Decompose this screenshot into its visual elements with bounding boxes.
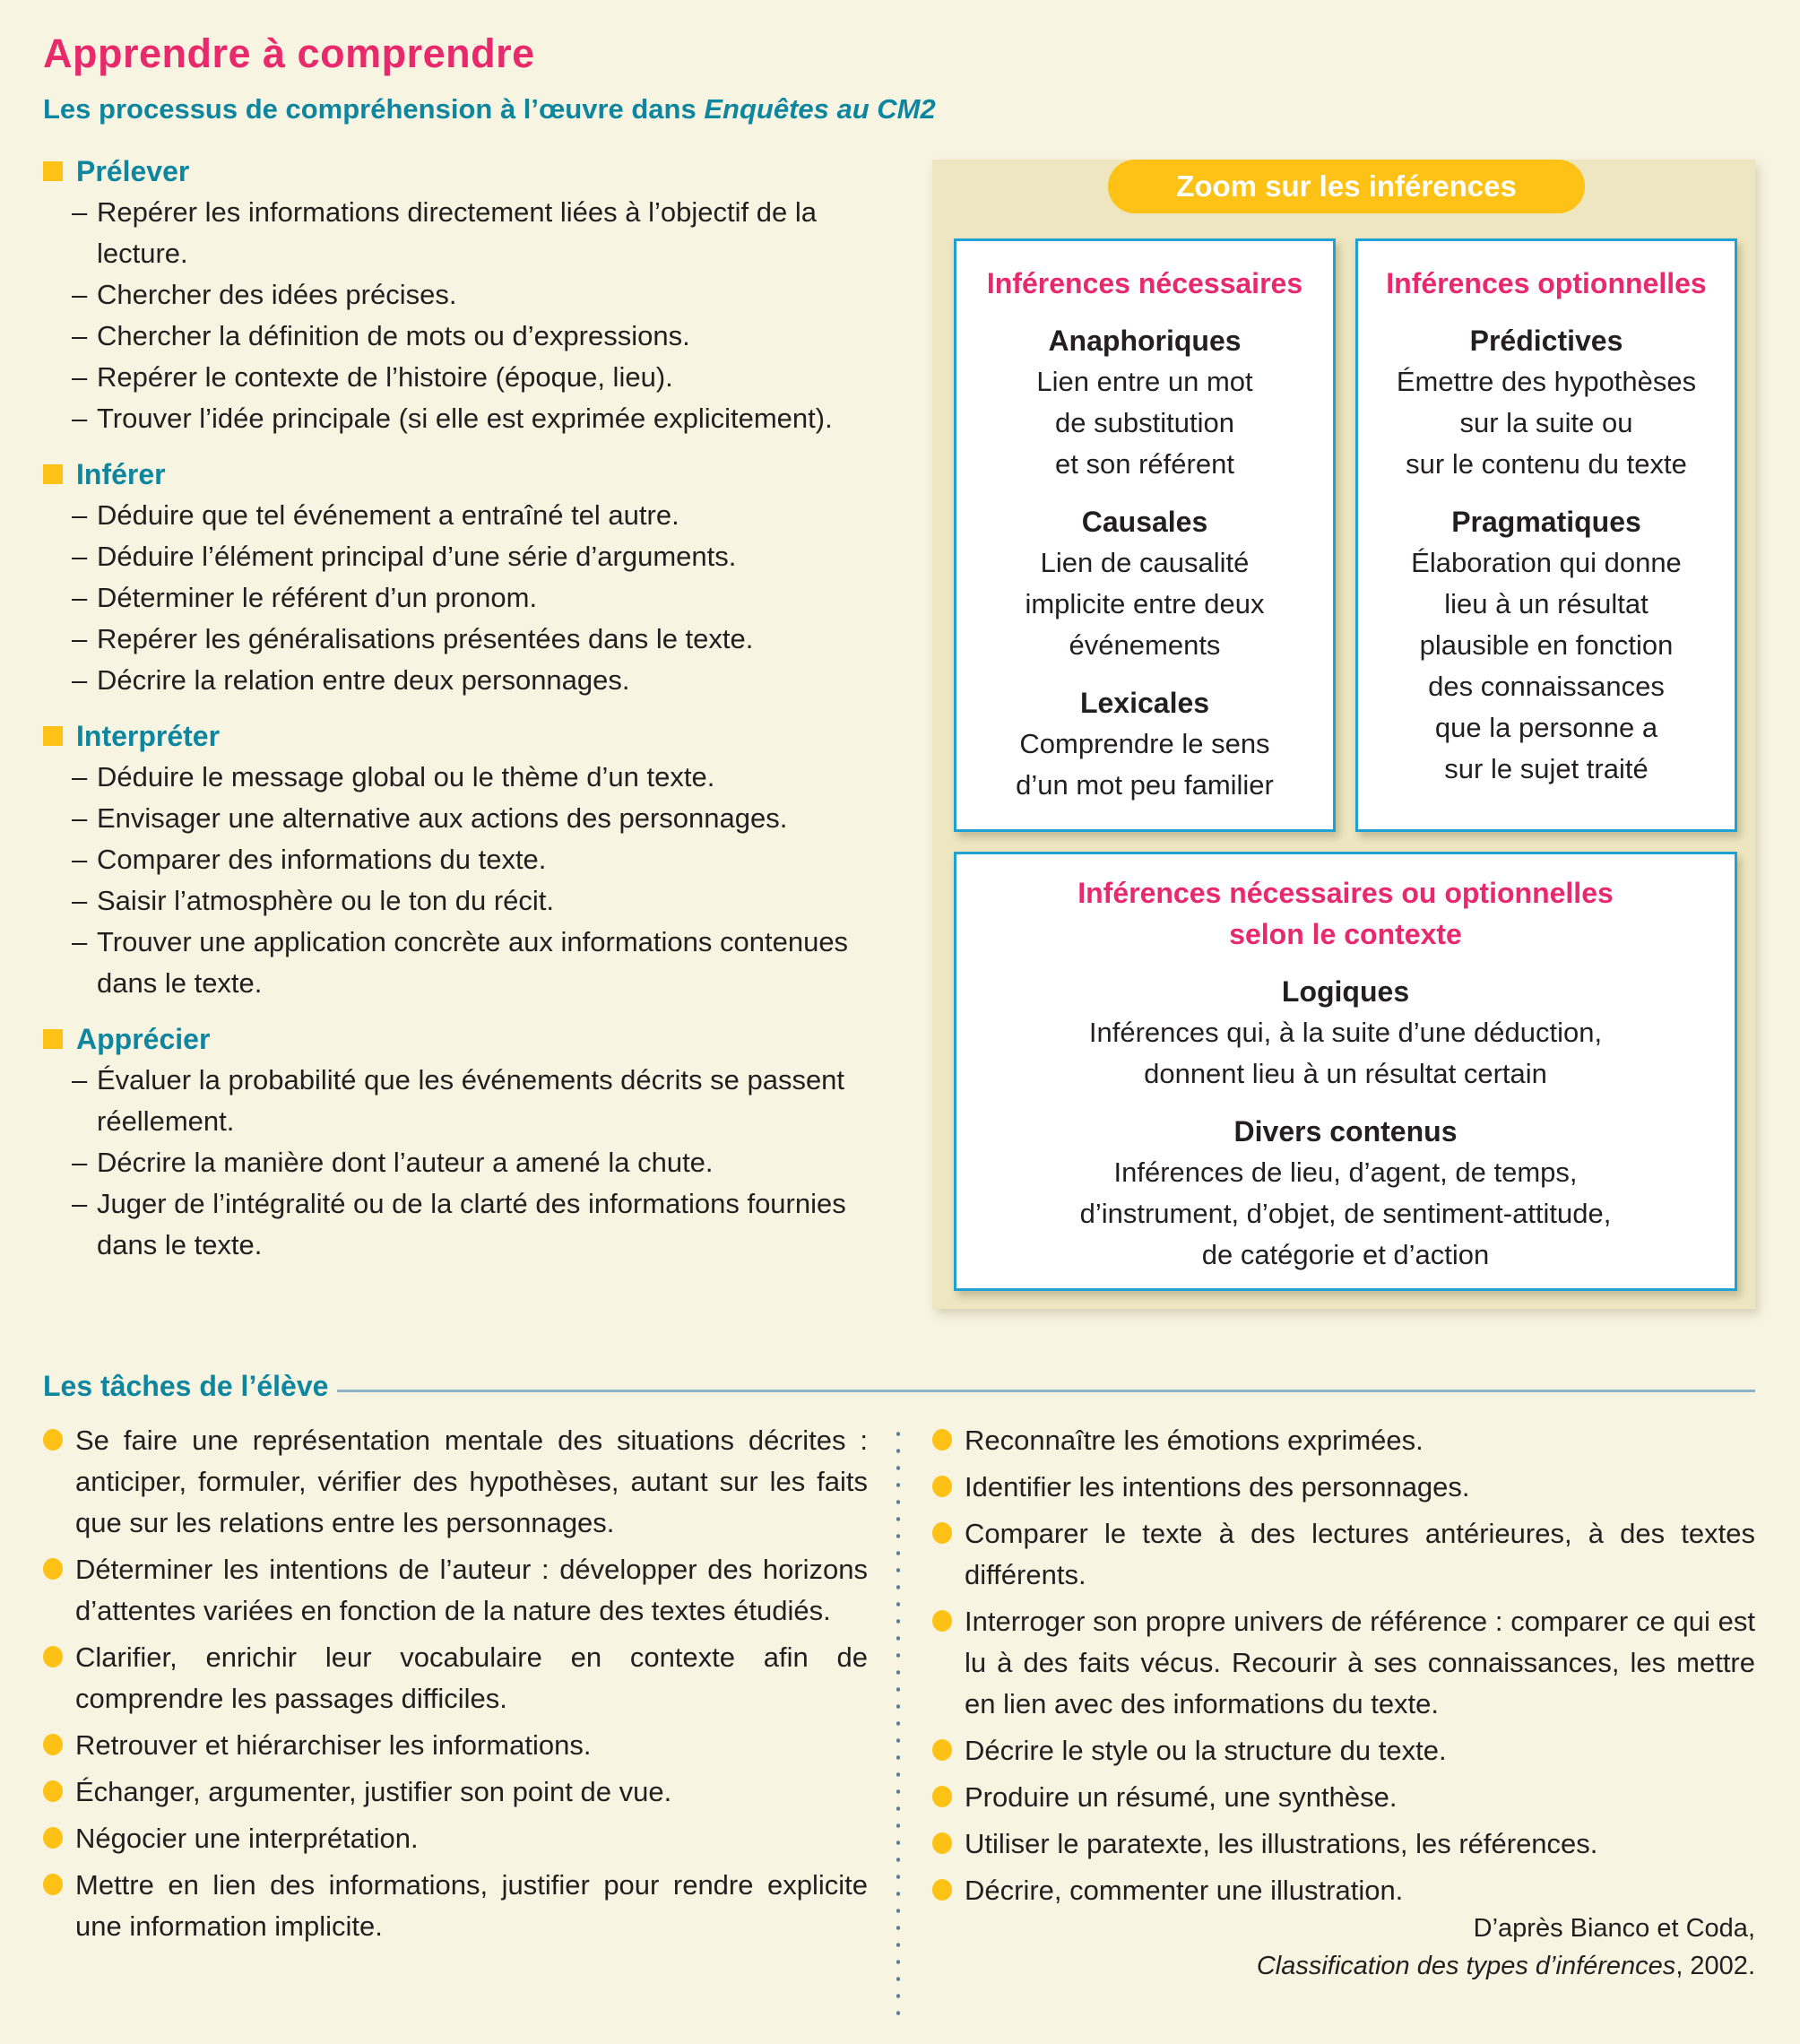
inference-category: [1358, 501, 1735, 790]
dash-icon: –: [72, 196, 88, 228]
task-text: Décrire, commenter une illustration.: [965, 1875, 1404, 1906]
process-item: [72, 398, 877, 439]
category-description: Élaboration qui donne lieu à un résultat plausible en fonction des connaissances que la personne a sur le sujet traité: [1411, 547, 1682, 784]
inference-category: [956, 1111, 1735, 1276]
task-text: Identifier les intentions des personnages.: [965, 1471, 1470, 1503]
process-item: [72, 880, 877, 922]
category-description: Lien de causalité implicite entre deux événements: [1025, 547, 1265, 661]
process-item-text: Envisager une alternative aux actions des personnages.: [97, 802, 788, 834]
process-item: [72, 536, 877, 577]
process-item: [72, 1183, 877, 1266]
task-text: Retrouver et hiérarchiser les informations.: [75, 1729, 592, 1761]
category-description: Lien entre un mot de substitution et son référent: [1036, 366, 1253, 480]
process-item: [72, 1060, 877, 1142]
process-header: [43, 1018, 877, 1060]
tasks-list-right: [932, 1420, 1755, 1917]
category-name: Causales: [1081, 506, 1208, 538]
subtitle-prefix: Les processus de compréhension à l’œuvre dans: [43, 93, 705, 125]
task-item: [43, 1818, 868, 1859]
task-text: Déterminer les intentions de l’auteur : développer des horizons d’attentes variées en fonction de la nature des textes étudiés.: [75, 1554, 868, 1626]
tasks-header: [43, 1370, 1755, 1403]
dash-icon: –: [72, 499, 88, 531]
inference-category: [1358, 320, 1735, 485]
process-section: [43, 1018, 877, 1266]
process-item: [72, 316, 877, 357]
source-work: Classification des types d’inférences: [1256, 1952, 1676, 1980]
category-name: Prédictives: [1469, 325, 1623, 357]
round-bullet-icon: [43, 1558, 63, 1580]
task-item: [43, 1420, 868, 1544]
process-item-text: Déterminer le référent d’un pronom.: [97, 582, 538, 613]
process-header: [43, 715, 877, 757]
process-title: Inférer: [76, 457, 166, 490]
inference-category: [956, 320, 1333, 485]
process-item: [72, 619, 877, 660]
square-bullet-icon: [43, 1029, 63, 1049]
dash-icon: –: [72, 541, 88, 572]
card-inferences-optionnelles: [1355, 238, 1737, 832]
process-item-text: Chercher des idées précises.: [97, 279, 457, 310]
dash-icon: –: [72, 279, 88, 310]
round-bullet-icon: [932, 1879, 952, 1901]
dash-icon: –: [72, 844, 88, 875]
process-item-text: Comparer des informations du texte.: [97, 844, 547, 875]
source-author: D’après Bianco et Coda,: [1473, 1914, 1755, 1943]
process-list: [43, 151, 877, 1280]
task-text: Échanger, argumenter, justifier son point de vue.: [75, 1776, 672, 1807]
process-header: [43, 454, 877, 495]
process-item-text: Saisir l’atmosphère ou le ton du récit.: [97, 885, 555, 916]
task-text: Décrire le style ou la structure du texte.: [965, 1735, 1447, 1766]
card-title: Inférences optionnelles: [1386, 267, 1707, 299]
source-citation: [1257, 1910, 1755, 1985]
round-bullet-icon: [43, 1780, 63, 1802]
process-item: [72, 577, 877, 619]
process-item: [72, 274, 877, 316]
process-item-text: Repérer les généralisations présentées dans le texte.: [97, 623, 754, 654]
dash-icon: –: [72, 623, 88, 654]
tasks-rule: [337, 1390, 1755, 1392]
task-item: [932, 1513, 1755, 1596]
process-items: [43, 192, 877, 439]
task-item: [932, 1823, 1755, 1865]
round-bullet-icon: [43, 1734, 63, 1755]
page-title: Apprendre à comprendre: [43, 30, 535, 76]
dash-icon: –: [72, 403, 88, 434]
task-item: [932, 1601, 1755, 1725]
process-title: Prélever: [76, 154, 190, 187]
process-item-text: Décrire la relation entre deux personnages.: [97, 664, 630, 696]
process-item-text: Repérer le contexte de l’histoire (époque, lieu).: [97, 361, 673, 393]
category-name: Divers contenus: [1233, 1115, 1458, 1148]
process-section: [43, 454, 877, 701]
dash-icon: –: [72, 802, 88, 834]
process-item-text: Déduire l’élément principal d’une série d’arguments.: [97, 541, 737, 572]
category-name: Lexicales: [1079, 687, 1210, 719]
dash-icon: –: [72, 926, 88, 957]
task-text: Comparer le texte à des lectures antérieures, à des textes différents.: [965, 1518, 1755, 1590]
round-bullet-icon: [932, 1739, 952, 1761]
process-item-text: Déduire le message global ou le thème d’un texte.: [97, 761, 715, 792]
task-text: Interroger son propre univers de référence : comparer ce qui est lu à des faits vécus. Recourir à ses connaissances, les mettre en lien avec des informations du texte.: [965, 1606, 1755, 1719]
category-name: Anaphoriques: [1048, 325, 1242, 357]
dash-icon: –: [72, 1064, 88, 1096]
process-header: [43, 151, 877, 192]
task-text: Utiliser le paratexte, les illustrations, les références.: [965, 1828, 1598, 1859]
dash-icon: –: [72, 761, 88, 792]
task-item: [43, 1725, 868, 1766]
process-item: [72, 922, 877, 1004]
process-item: [72, 192, 877, 274]
tasks-title: Les tâches de l’élève: [43, 1370, 329, 1402]
round-bullet-icon: [932, 1476, 952, 1497]
category-description: Inférences qui, à la suite d’une déduction, donnent lieu à un résultat certain: [1088, 1017, 1603, 1089]
inference-category: [956, 971, 1735, 1095]
card-title: Inférences nécessaires ou optionnelles selon le contexte: [1077, 877, 1614, 950]
process-items: [43, 757, 877, 1004]
task-item: [932, 1420, 1755, 1461]
process-item: [72, 798, 877, 839]
task-item: [932, 1467, 1755, 1508]
process-item-text: Chercher la définition de mots ou d’expressions.: [97, 320, 690, 351]
round-bullet-icon: [932, 1429, 952, 1451]
process-item: [72, 357, 877, 398]
zoom-label: Zoom sur les inférences: [1108, 160, 1585, 213]
dash-icon: –: [72, 664, 88, 696]
process-title: Interpréter: [76, 719, 221, 752]
round-bullet-icon: [932, 1522, 952, 1544]
tasks-list-left: [43, 1420, 868, 1953]
process-item-text: Déduire que tel événement a entraîné tel autre.: [97, 499, 679, 531]
task-text: Mettre en lien des informations, justifier pour rendre explicite une information implicite.: [75, 1869, 868, 1942]
process-title: Apprécier: [76, 1022, 211, 1055]
process-item-text: Juger de l’intégralité ou de la clarté des informations fournies dans le texte.: [97, 1188, 846, 1260]
process-item-text: Repérer les informations directement liées à l’objectif de la lecture.: [97, 196, 817, 269]
card-title: Inférences nécessaires: [986, 267, 1303, 299]
card-inferences-contexte: [954, 852, 1737, 1291]
process-items: [43, 1060, 877, 1266]
round-bullet-icon: [932, 1610, 952, 1632]
source-year: , 2002.: [1675, 1952, 1755, 1980]
square-bullet-icon: [43, 161, 63, 181]
process-item-text: Décrire la manière dont l’auteur a amené la chute.: [97, 1147, 714, 1178]
process-item: [72, 660, 877, 701]
task-item: [932, 1870, 1755, 1911]
task-item: [43, 1865, 868, 1947]
card-inferences-necessaires: [954, 238, 1336, 832]
column-divider: [896, 1425, 900, 2017]
dash-icon: –: [72, 582, 88, 613]
square-bullet-icon: [43, 464, 63, 484]
category-name: Logiques: [1281, 975, 1410, 1008]
process-section: [43, 715, 877, 1004]
task-text: Reconnaître les émotions exprimées.: [965, 1425, 1424, 1456]
inference-category: [956, 682, 1333, 806]
task-text: Négocier une interprétation.: [75, 1823, 419, 1854]
subtitle-book: Enquêtes au CM2: [704, 93, 936, 125]
task-text: Clarifier, enrichir leur vocabulaire en contexte afin de comprendre les passages difficiles.: [75, 1641, 868, 1714]
inference-category: [956, 501, 1333, 666]
zoom-inferences-box: [932, 160, 1755, 1309]
round-bullet-icon: [43, 1874, 63, 1895]
process-item: [72, 757, 877, 798]
process-items: [43, 495, 877, 701]
round-bullet-icon: [932, 1832, 952, 1854]
task-item: [43, 1637, 868, 1719]
category-description: Comprendre le sens d’un mot peu familier: [1016, 728, 1274, 801]
dash-icon: –: [72, 1147, 88, 1178]
round-bullet-icon: [43, 1827, 63, 1849]
task-item: [43, 1549, 868, 1632]
dash-icon: –: [72, 361, 88, 393]
page-subtitle: [43, 93, 936, 126]
dash-icon: –: [72, 320, 88, 351]
category-name: Pragmatiques: [1451, 506, 1641, 538]
task-text: Se faire une représentation mentale des situations décrites : anticiper, formuler, vérifier des hypothèses, autant sur les faits que sur les relations entre les personnages.: [75, 1425, 868, 1538]
round-bullet-icon: [43, 1646, 63, 1667]
task-item: [932, 1730, 1755, 1771]
task-item: [43, 1771, 868, 1813]
category-description: Émettre des hypothèses sur la suite ou sur le contenu du texte: [1396, 366, 1697, 480]
task-item: [932, 1777, 1755, 1818]
round-bullet-icon: [43, 1429, 63, 1451]
process-item-text: Trouver l’idée principale (si elle est exprimée explicitement).: [97, 403, 833, 434]
process-item: [72, 495, 877, 536]
dash-icon: –: [72, 885, 88, 916]
dash-icon: –: [72, 1188, 88, 1219]
task-text: Produire un résumé, une synthèse.: [965, 1781, 1398, 1813]
process-item-text: Trouver une application concrète aux informations contenues dans le texte.: [97, 926, 849, 999]
process-item: [72, 1142, 877, 1183]
category-description: Inférences de lieu, d’agent, de temps, d’instrument, d’objet, de sentiment-attitude, de catégorie et d’action: [1079, 1156, 1612, 1270]
process-section: [43, 151, 877, 439]
round-bullet-icon: [932, 1786, 952, 1807]
process-item: [72, 839, 877, 880]
process-item-text: Évaluer la probabilité que les événements décrits se passent réellement.: [97, 1064, 845, 1137]
square-bullet-icon: [43, 726, 63, 746]
